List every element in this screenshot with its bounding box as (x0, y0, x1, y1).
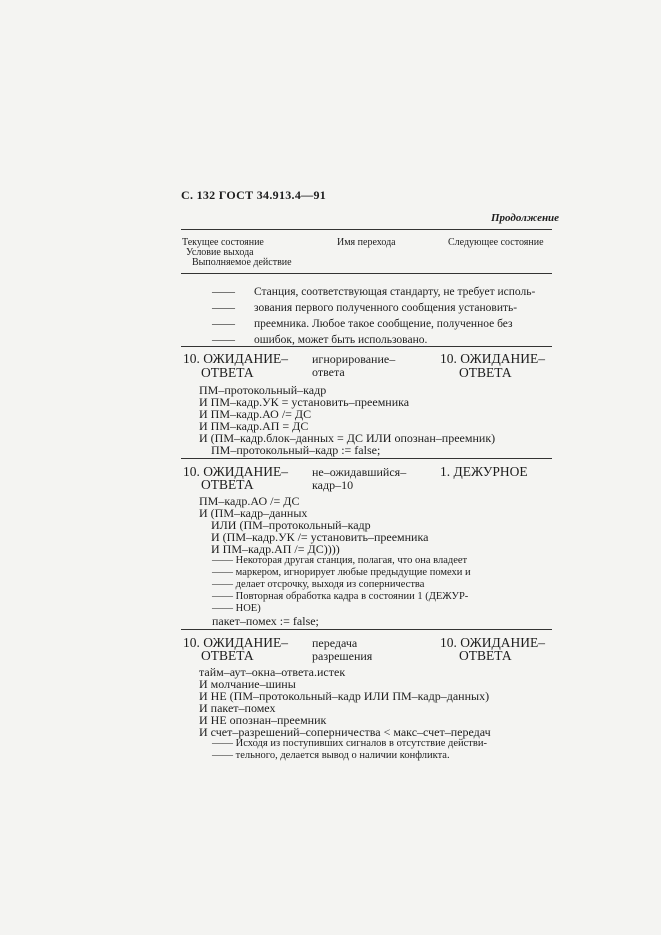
current-state: ОТВЕТА (201, 477, 254, 492)
condition-line: И (ПМ–кадр.УК /= установить–преемника (211, 530, 429, 544)
note-dash: —— (212, 334, 235, 346)
current-state: ОТВЕТА (201, 648, 254, 663)
comment-line: —— маркером, игнорирует любые предыдущие помехи и (212, 567, 471, 578)
condition-line: И НЕ (ПМ–протокольный–кадр ИЛИ ПМ–кадр–данных) (199, 689, 490, 703)
transition-name: ответа (312, 365, 345, 379)
note-line: ошибок, может быть использовано. (254, 334, 428, 346)
condition-line: ИЛИ (ПМ–протокольный–кадр (211, 518, 371, 532)
block-rule (181, 629, 552, 630)
page-header: С. 132 ГОСТ 34.913.4—91 (181, 188, 327, 202)
current-state: 10. ОЖИДАНИЕ– (183, 635, 288, 650)
note-dash: —— (212, 302, 235, 314)
comment-line: —— НОЕ) (212, 603, 261, 614)
transition-name: кадр–10 (312, 478, 354, 492)
note-dash: —— (212, 318, 235, 330)
condition-line: И пакет–помех (199, 701, 276, 715)
current-state: 10. ОЖИДАНИЕ– (183, 464, 288, 479)
condition-line: И ПМ–кадр.АО /= ДС (199, 407, 312, 421)
condition-line: И (ПМ–кадр.блок–данных = ДС ИЛИ опознан–преемник) (199, 431, 496, 445)
col-transition-name: Имя перехода (337, 237, 396, 248)
comment-line: —— Повторная обработка кадра в состоянии 1 (ДЕЖУР- (212, 591, 469, 602)
note-dash: —— (212, 286, 235, 298)
next-state: ОТВЕТА (459, 365, 512, 380)
action-line: пакет–помех := false; (212, 614, 319, 628)
condition-line: И ПМ–кадр.АП /= ДС)))) (211, 542, 340, 556)
current-state: 10. ОЖИДАНИЕ– (183, 351, 288, 366)
condition-line: ПМ–кадр.АО /= ДС (199, 494, 300, 508)
next-state: 10. ОЖИДАНИЕ– (440, 635, 545, 650)
condition-line: ПМ–протокольный–кадр (199, 383, 327, 397)
col-action: Выполняемое действие (192, 257, 292, 268)
col-exit-condition: Условие выхода (186, 247, 254, 258)
condition-line: И ПМ–кадр.УК = установить–преемника (199, 395, 410, 409)
continuation-label: Продолжение (491, 212, 560, 224)
transition-name: передача (312, 636, 358, 650)
next-state: 1. ДЕЖУРНОЕ (440, 464, 528, 479)
block-rule (181, 458, 552, 459)
condition-line: И (ПМ–кадр–данных (199, 506, 308, 520)
header-rule-bottom (181, 273, 552, 274)
condition-line: И НЕ опознан–преемник (199, 713, 327, 727)
note-line: преемника. Любое такое сообщение, полученное без (254, 318, 513, 330)
comment-line: —— Некоторая другая станция, полагая, что она владеет (212, 555, 468, 566)
action-line: ПМ–протокольный–кадр := false; (211, 443, 381, 457)
condition-line: И счет–разрешений–соперничества < макс–счет–передач (199, 725, 491, 739)
comment-line: —— делает отсрочку, выходя из соперничества (212, 579, 425, 590)
transition-name: игнорирование– (312, 352, 396, 366)
note-line: зования первого полученного сообщения установить- (254, 302, 518, 314)
transition-name: не–ожидавшийся– (312, 465, 407, 479)
comment-line: —— Исходя из поступивших сигналов в отсутствие действи- (212, 738, 487, 749)
next-state: 10. ОЖИДАНИЕ– (440, 351, 545, 366)
header-rule-top (181, 229, 552, 230)
col-current-state: Текущее состояние (182, 237, 264, 248)
col-next-state: Следующее состояние (448, 237, 544, 248)
current-state: ОТВЕТА (201, 365, 254, 380)
next-state: ОТВЕТА (459, 648, 512, 663)
condition-line: тайм–аут–окна–ответа.истек (199, 665, 346, 679)
transition-name: разрешения (312, 649, 373, 663)
condition-line: И молчание–шины (199, 677, 296, 691)
block-rule (181, 346, 552, 347)
note-line: Станция, соответствующая стандарту, не требует исполь- (254, 286, 536, 298)
comment-line: —— тельного, делается вывод о наличии конфликта. (212, 750, 450, 761)
condition-line: И ПМ–кадр.АП = ДС (199, 419, 309, 433)
